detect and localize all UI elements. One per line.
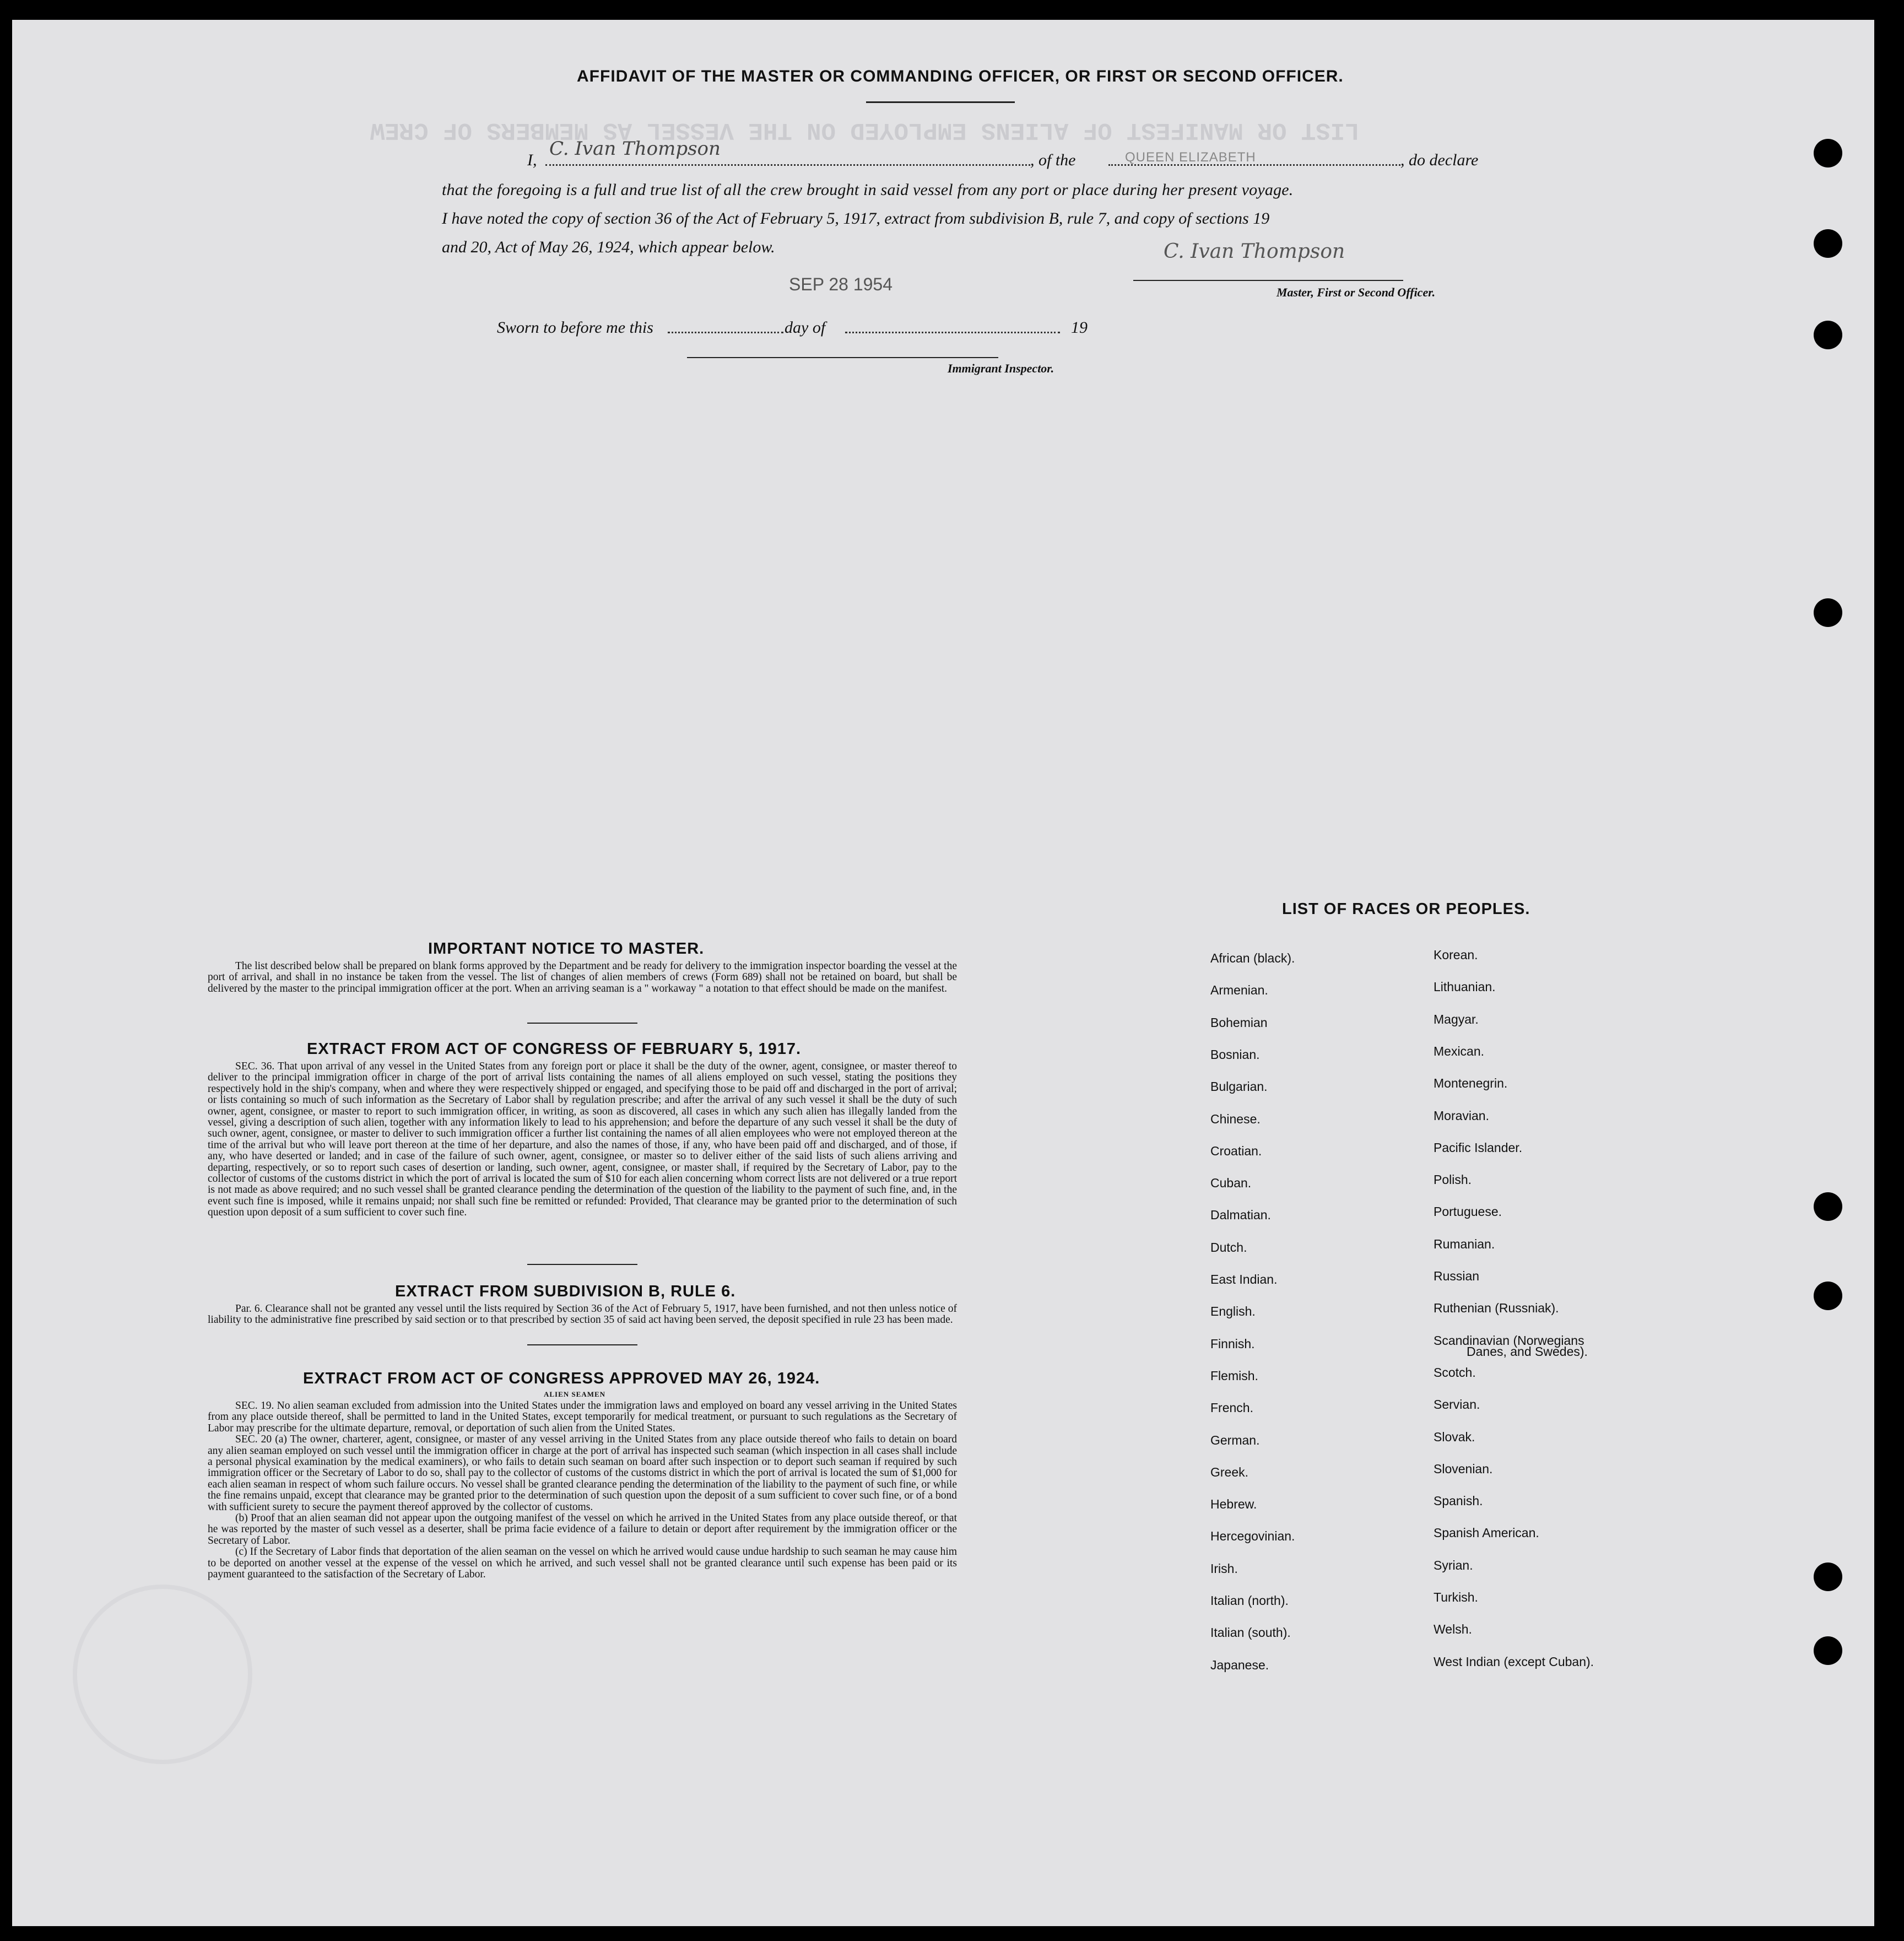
document-page — [12, 20, 1874, 1926]
race-item: African (black). — [1210, 951, 1295, 965]
extract-rule6-text — [208, 1304, 957, 1326]
section-20b-paragraph: (b) Proof that an alien seaman did not appear upon the outgoing manifest of the vessel on which he arrived in the United States from any place outside thereof, or that he was reported by the master of such vessel as a deserter, shall be prima facie evidence of a failure to detain or deport after requirement by the immigration officer or the Secretary of Labor. — [208, 1512, 957, 1547]
master-signature-line — [1133, 280, 1403, 281]
race-item: Polish. — [1434, 1172, 1472, 1187]
sworn-blank-1 — [668, 332, 783, 333]
race-item: Hebrew. — [1210, 1497, 1257, 1511]
race-item: Cuban. — [1210, 1176, 1252, 1190]
inspector-line — [687, 357, 998, 358]
extract-rule6-heading: EXTRACT FROM SUBDIVISION B, RULE 6. — [395, 1283, 736, 1300]
race-item: English. — [1210, 1304, 1256, 1318]
extract-1924-heading: EXTRACT FROM ACT OF CONGRESS APPROVED MAY 26, 1924. — [303, 1370, 820, 1387]
name-blank — [545, 164, 1030, 166]
punch-hole — [1814, 1636, 1842, 1665]
race-item: Dalmatian. — [1210, 1208, 1271, 1222]
race-item: Bohemian — [1210, 1015, 1268, 1030]
race-item: East Indian. — [1210, 1272, 1278, 1286]
extract-1917-heading: EXTRACT FROM ACT OF CONGRESS OF FEBRUARY 5, 1917. — [307, 1040, 802, 1058]
section-20c-paragraph: (c) If the Secretary of Labor finds that deportation of the alien seaman on the vessel on which he arrived would cause undue hardship to such seaman he may cause him to be deported on another vessel at the expense of the vessel on which he arrived, and such vessel shall not be granted clearance until such expense has been paid or its payment guaranteed to the satisfaction of the Secretary of Labor. — [208, 1546, 957, 1581]
punch-hole — [1814, 1282, 1842, 1310]
race-item: Hercegovinian. — [1210, 1529, 1295, 1543]
section-19-paragraph: SEC. 19. No alien seaman excluded from admission into the United States under the immigration laws and employed on board any vessel arriving in the United States from any place outside thereof, shall be permitted to land in the United States, except temporarily for medical treatment, or pursuant to such regulations as the Secretary of Labor may prescribe for the ultimate departure, removal, or deportation of such alien from the United States. — [208, 1400, 957, 1434]
race-item: Turkish. — [1434, 1590, 1478, 1604]
punch-hole — [1814, 229, 1842, 258]
extract-1924-text — [208, 1401, 957, 1581]
heading-rule — [866, 101, 1015, 103]
affidavit-of-the: , of the — [1030, 151, 1076, 169]
race-continuation: Danes, and Swedes). — [1467, 1344, 1588, 1359]
race-item: Russian — [1434, 1269, 1480, 1283]
master-signature: C. Ivan Thompson — [1164, 240, 1345, 263]
race-item: Finnish. — [1210, 1337, 1255, 1351]
notice-text — [208, 961, 957, 994]
affidavit-line-3: I have noted the copy of section 36 of the Act of February 5, 1917, extract from subdivision B, rule 7, and copy of sections 19 — [442, 209, 1270, 228]
section-36-paragraph: SEC. 36. That upon arrival of any vessel in the United States from any foreign port or place it shall be the duty of the owner, agent, consignee, or master thereof to deliver to the principal immigration officer in charge of the port of arrival lists containing the names of all aliens employed on such vessel, stating the positions they respectively hold in the ship's company, when and where they were respectively shipped or engaged, and specifying those to be paid off and discharged in the port of arrival; or lists containing so much of such information as the Secretary of Labor shall by regulation prescribe; and after the arrival of any such vessel it shall be the duty of such owner, agent, consignee, or master to report to such immigration officer, in writing, as soon as discovered, all cases in which any such alien has illegally landed from the vessel, giving a description of such alien, together with any information likely to lead to his apprehension; and before the departure of any such vessel it shall be the duty of such owner, agent, consignee, or master to deliver to such immigration officer a further list containing the names of all alien employees who were not employed thereon at the time of the arrival but who will leave port thereon at the time of her departure, and also the names of those, if any, who have been paid off and discharged, and of those, if any, who have deserted or landed; and in case of the failure of such owner, agent, consignee, or master so to deliver either of the said lists of such aliens arriving and departing, respectively, or so to report such cases of desertion or landing, such owner, agent, consignee, or master shall, if required by the Secretary of Labor, pay to the collector of customs of the customs district in which the port of arrival is located the sum of $10 for each alien concerning whom correct lists are not delivered or a true report is not made as above required; and no such vessel shall be granted clearance pending the determination of the question of the liability to the payment of such fine, and, in the event such fine is imposed, while it remains unpaid; nor shall such fine be remitted or refunded: Provided, That clearance may be granted prior to the determination of such question upon deposit of a sum sufficient to cover such fine. — [208, 1061, 957, 1219]
race-item: Pacific Islander. — [1434, 1140, 1523, 1155]
race-item: Korean. — [1434, 948, 1478, 962]
extract-1917-rule — [527, 1264, 637, 1265]
race-item: Chinese. — [1210, 1112, 1261, 1126]
race-item: Syrian. — [1434, 1558, 1473, 1572]
alien-seamen-subheading: ALIEN SEAMEN — [544, 1390, 606, 1398]
race-item: Servian. — [1434, 1397, 1480, 1412]
extract-rule6-rule — [527, 1344, 637, 1345]
notice-paragraph: The list described below shall be prepared on blank forms approved by the Department and be ready for delivery to the immigration inspector boarding the vessel at the port of arrival, and shall in no instance be taken from the vessel. The list of changes of alien members of crews (Form 689) shall not be retained on board, but shall be delivered by the master to the principal immigration officer at the port. When an arriving seaman is a " workaway " a notation to that effect should be made on the manifest. — [208, 960, 957, 994]
race-item: Portuguese. — [1434, 1204, 1502, 1219]
rule-6-paragraph: Par. 6. Clearance shall not be granted any vessel until the lists required by Section 36 of the Act of February 5, 1917, have been furnished, and not then unless notice of liability to the administrative fine prescribed by said section or to that prescribed by section 35 of said act having been served, the deposit specified in rule 23 has been made. — [208, 1303, 957, 1326]
race-item: Japanese. — [1210, 1658, 1269, 1672]
date-stamp: SEP 28 1954 — [789, 274, 893, 294]
sworn-blank-2 — [845, 332, 1060, 333]
race-item: Mexican. — [1434, 1044, 1485, 1058]
section-20a-paragraph: SEC. 20 (a) The owner, charterer, agent, consignee, or master of any vessel arriving in the United States from any place outside thereof who fails to detain on board any alien seaman employed on such vessel until the immigration officer in charge at the port of arrival has inspected such seaman (which inspection in all cases shall include a personal physical examination by the medical examiners), or who fails to detain such seaman on board after such inspection or to deport such seaman if required by such immigration officer or the Secretary of Labor to do so, shall pay to the collector of customs of the customs district in which the port of arrival is located the sum of $1,000 for each alien seaman in respect of whom such failure occurs. No vessel shall be granted clearance pending the determination of the liability to the payment of such fine, or while the fine remains unpaid, except that clearance may be granted prior to the determination of such question upon the deposit of a sum sufficient to cover such fine, or of a bond with sufficient surety to secure the payment thereof approved by the collector of customs. — [208, 1434, 957, 1513]
race-item: Flemish. — [1210, 1369, 1258, 1383]
signature-name: C. Ivan Thompson — [549, 138, 721, 160]
affidavit-line-2: that the foregoing is a full and true list of all the crew brought in said vessel from any port or place during her present voyage. — [442, 181, 1294, 199]
punch-hole — [1814, 321, 1842, 349]
race-item: Spanish. — [1434, 1494, 1483, 1508]
race-item: Italian (north). — [1210, 1593, 1289, 1608]
sworn-prefix: Sworn to before me this — [497, 318, 653, 337]
race-item: Rumanian. — [1434, 1237, 1495, 1251]
bleed-through-heading: LIST OR MANIFEST OF ALIENS EMPLOYED ON THE VESSEL AS MEMBERS OF CREW — [370, 116, 1360, 144]
race-item: Irish. — [1210, 1561, 1238, 1576]
affidavit-heading: AFFIDAVIT OF THE MASTER OR COMMANDING OFFICER, OR FIRST OR SECOND OFFICER. — [577, 67, 1344, 85]
race-item: Slovak. — [1434, 1430, 1475, 1444]
inspector-caption: Immigrant Inspector. — [948, 361, 1054, 375]
faint-seal — [73, 1585, 252, 1764]
race-item: Armenian. — [1210, 983, 1268, 997]
race-item: Bosnian. — [1210, 1047, 1260, 1062]
master-caption: Master, First or Second Officer. — [1276, 285, 1436, 299]
race-item: West Indian (except Cuban). — [1434, 1655, 1594, 1669]
race-item: Bulgarian. — [1210, 1079, 1268, 1094]
race-item: French. — [1210, 1401, 1253, 1415]
race-item: Dutch. — [1210, 1240, 1247, 1255]
sworn-day: day of — [785, 318, 826, 337]
race-item: Lithuanian. — [1434, 980, 1496, 994]
affidavit-i: I, — [527, 151, 537, 169]
sworn-year: 19 — [1071, 318, 1088, 337]
affidavit-line-4: and 20, Act of May 26, 1924, which appear below. — [442, 238, 775, 256]
race-item: Magyar. — [1434, 1012, 1479, 1026]
race-item: German. — [1210, 1433, 1260, 1447]
race-item: Scandinavian (Norwegians — [1434, 1333, 1584, 1348]
punch-hole — [1814, 1562, 1842, 1591]
race-item: Ruthenian (Russniak). — [1434, 1301, 1559, 1315]
race-item: Spanish American. — [1434, 1526, 1539, 1540]
race-item: Moravian. — [1434, 1109, 1489, 1123]
race-item: Slovenian. — [1434, 1462, 1493, 1476]
races-heading: LIST OF RACES OR PEOPLES. — [1282, 900, 1530, 918]
punch-hole — [1814, 1192, 1842, 1221]
punch-hole — [1814, 139, 1842, 167]
race-item: Scotch. — [1434, 1365, 1476, 1380]
race-item: Croatian. — [1210, 1144, 1262, 1158]
race-item: Greek. — [1210, 1465, 1249, 1479]
vessel-name: QUEEN ELIZABETH — [1125, 150, 1256, 165]
race-item: Italian (south). — [1210, 1625, 1291, 1640]
affidavit-do-declare: , do declare — [1400, 151, 1479, 169]
notice-rule — [527, 1023, 637, 1024]
race-item: Montenegrin. — [1434, 1076, 1508, 1090]
race-item: Welsh. — [1434, 1622, 1472, 1636]
notice-heading: IMPORTANT NOTICE TO MASTER. — [428, 940, 705, 958]
punch-hole — [1814, 598, 1842, 627]
extract-1917-text — [208, 1061, 957, 1219]
